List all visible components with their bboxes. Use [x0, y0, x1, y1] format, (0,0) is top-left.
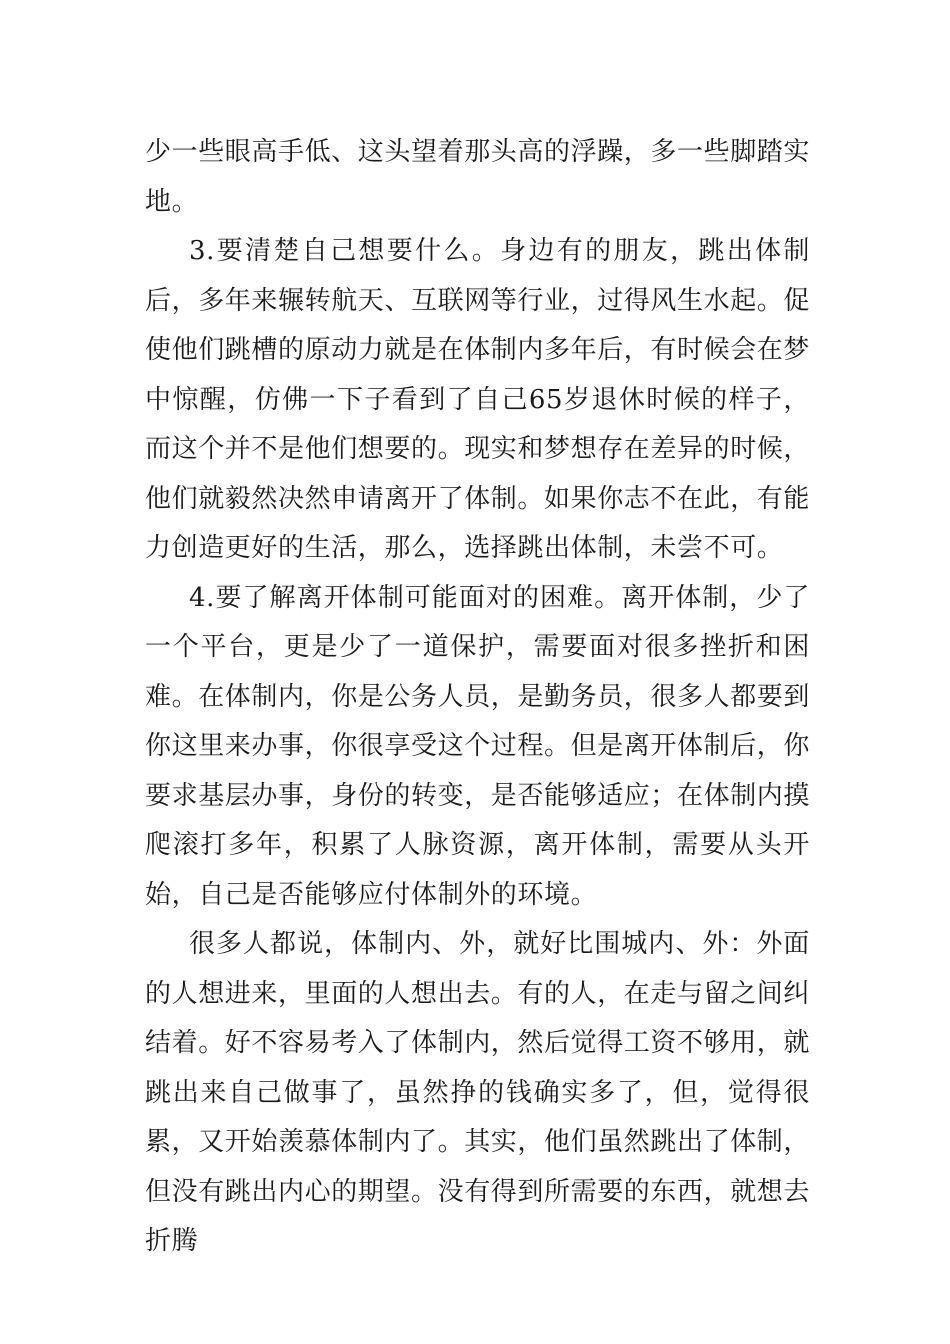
body-text — [145, 128, 810, 1267]
paragraph-point-4: 4.要了解离开体制可能面对的困难。离开体制，少了一个平台，更是少了一道保护，需要面对很多挫折和困难。在体制内，你是公务人员，是勤务员，很多人都要到你这里来办事，你很享受这个过程。但是离开体制后，你要求基层办事，身份的转变，是否能够适应；在体制内摸爬滚打多年，积累了人脉资源，离开体制，需要从头开始，自己是否能够应付体制外的环境。 — [145, 582, 811, 910]
paragraph-continuation: 少一些眼高手低、这头望着那头高的浮躁，多一些脚踏实地。 — [145, 137, 811, 217]
paragraph-siege-analogy: 很多人都说，体制内、外，就好比围城内、外：外面的人想进来，里面的人想出去。有的人，在走与留之间纠结着。好不容易考入了体制内，然后觉得工资不够用，就跳出来自己做事了，虽然挣的钱确实多了，但，觉得很累，又开始羡慕体制内了。其实，他们虽然跳出了体制，但没有跳出内心的期望。没有得到所需要的东西，就想去折腾 — [145, 929, 811, 1256]
paragraph-point-3: 3.要清楚自己想要什么。身边有的朋友，跳出体制后，多年来辗转航天、互联网等行业，过得风生水起。促使他们跳槽的原动力就是在体制内多年后，有时候会在梦中惊醒，仿佛一下子看到了自己65岁退休时候的样子，而这个并不是他们想要的。现实和梦想存在差异的时候，他们就毅然决然申请离开了体制。如果你志不在此，有能力创造更好的生活，那么，选择跳出体制，未尝不可。 — [145, 236, 811, 563]
